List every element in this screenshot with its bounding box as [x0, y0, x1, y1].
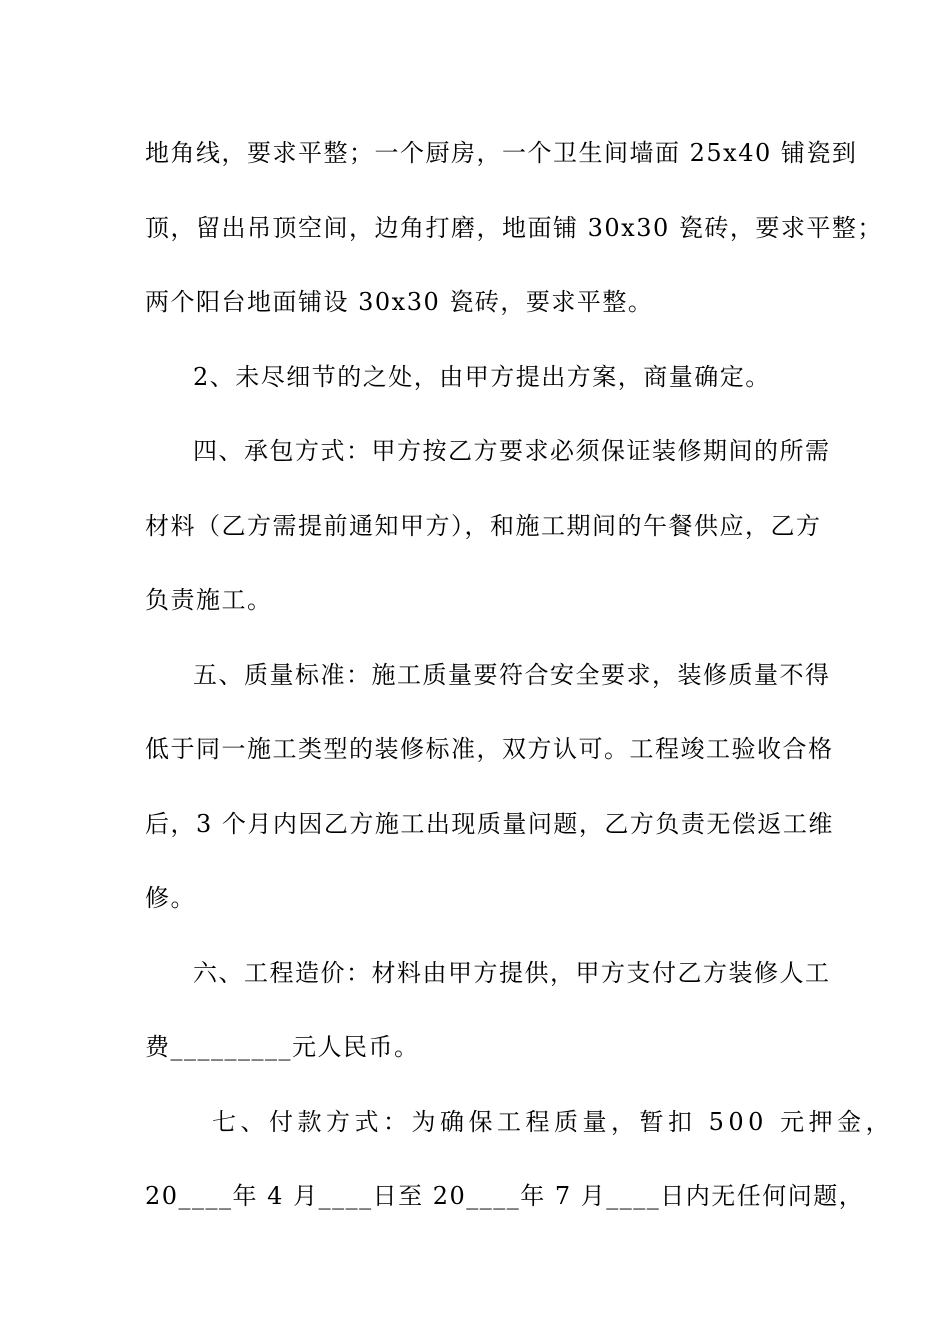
body-text-line: 顶，留出吊顶空间，边角打磨，地面铺 30x30 瓷砖，要求平整；: [145, 214, 883, 242]
body-text-line: 材料（乙方需提前通知甲方），和施工期间的午餐供应，乙方: [145, 512, 822, 540]
paragraph-item-2: 2、未尽细节的之处，由甲方提出方案，商量确定。: [193, 363, 771, 391]
body-text-line: 负责施工。: [145, 586, 273, 614]
body-text-line: 地角线，要求平整；一个厨房，一个卫生间墙面 25x40 铺瓷到: [145, 139, 858, 167]
body-text-line: 两个阳台地面铺设 30x30 瓷砖，要求平整。: [145, 288, 654, 316]
body-text-line: 后，3 个月内因乙方施工出现质量问题，乙方负责无偿返工维: [145, 810, 834, 838]
section-7-heading-line: 七、付款方式：为确保工程质量，暂扣 500 元押金，: [212, 1108, 895, 1136]
body-text-line: 修。: [145, 884, 196, 912]
body-text-line: 20____年 4 月____日至 20____年 7 月____日内无任何问题，: [145, 1182, 865, 1210]
section-6-heading-line: 六、工程造价：材料由甲方提供，甲方支付乙方装修人工: [193, 959, 831, 987]
body-text-line: 费_________元人民币。: [145, 1033, 420, 1061]
body-text-line: 低于同一施工类型的装修标准，双方认可。工程竣工验收合格: [145, 735, 834, 763]
section-5-heading-line: 五、质量标准：施工质量要符合安全要求，装修质量不得: [193, 661, 831, 689]
section-4-heading-line: 四、承包方式：甲方按乙方要求必须保证装修期间的所需: [193, 437, 831, 465]
